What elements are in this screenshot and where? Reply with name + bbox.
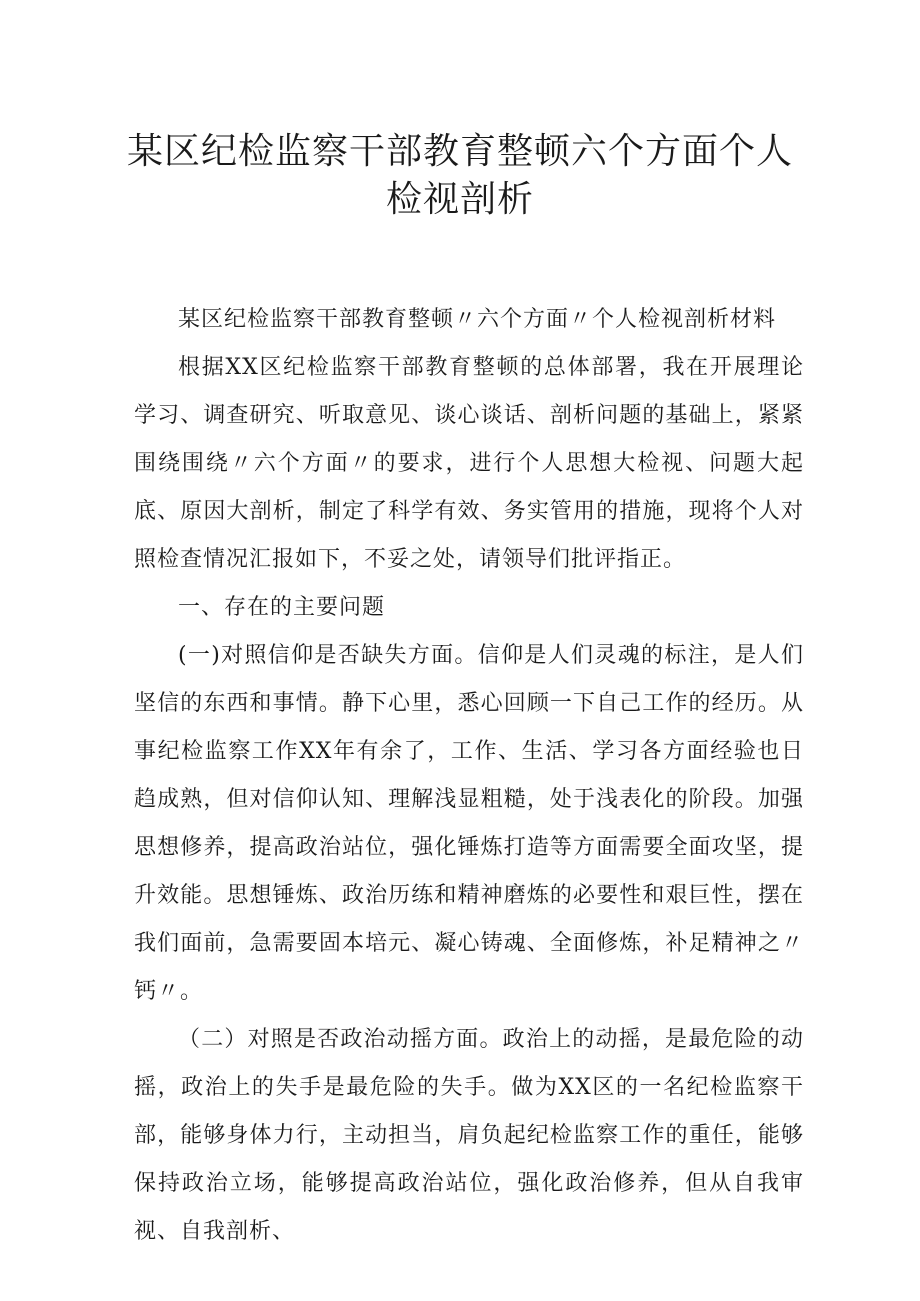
paragraph-faith: (一)对照信仰是否缺失方面。信仰是人们灵魂的标注，是人们坚信的东西和事情。静下心里，悉心回顾一下自己工作的经历。从事纪检监察工作XX年有余了，工作、生活、学习各方面经验也日趋成熟，但对信仰认知、理解浅显粗糙，处于浅表化的阶段。加强思想修养，提高政治站位，强化锤炼打造等方面需要全面攻坚，提升效能。思想锤炼、政治历练和精神磨炼的必要性和艰巨性，摆在我们面前，急需要固本培元、凝心铸魂、全面修炼，补足精神之〃钙〃。 [134, 643, 804, 1004]
document-title: 某区纪检监察干部教育整顿六个方面个人检视剖析 [126, 131, 793, 220]
document-body [134, 296, 804, 1256]
document-subtitle: 某区纪检监察干部教育整顿〃六个方面〃个人检视剖析材料 [178, 307, 777, 332]
paragraph-political: （二）对照是否政治动摇方面。政治上的动摇，是最危险的动摇，政治上的失手是最危险的失手。做为XX区的一名纪检监察干部，能够身体力行，主动担当，肩负起纪检监察工作的重任，能够保持政治立场，能够提高政治站位，强化政治修养，但从自我审视、自我剖析、 [134, 1027, 804, 1244]
intro-paragraph: 根据XX区纪检监察干部教育整顿的总体部署，我在开展理论学习、调查研究、听取意见、谈心谈话、剖析问题的基础上，紧紧围绕围绕〃六个方面〃的要求，进行个人思想大检视、问题大起底、原因大剖析，制定了科学有效、务实管用的措施，现将个人对照检查情况汇报如下，不妥之处，请领导们批评指正。 [134, 355, 804, 572]
section-heading: 一、存在的主要问题 [178, 595, 386, 620]
